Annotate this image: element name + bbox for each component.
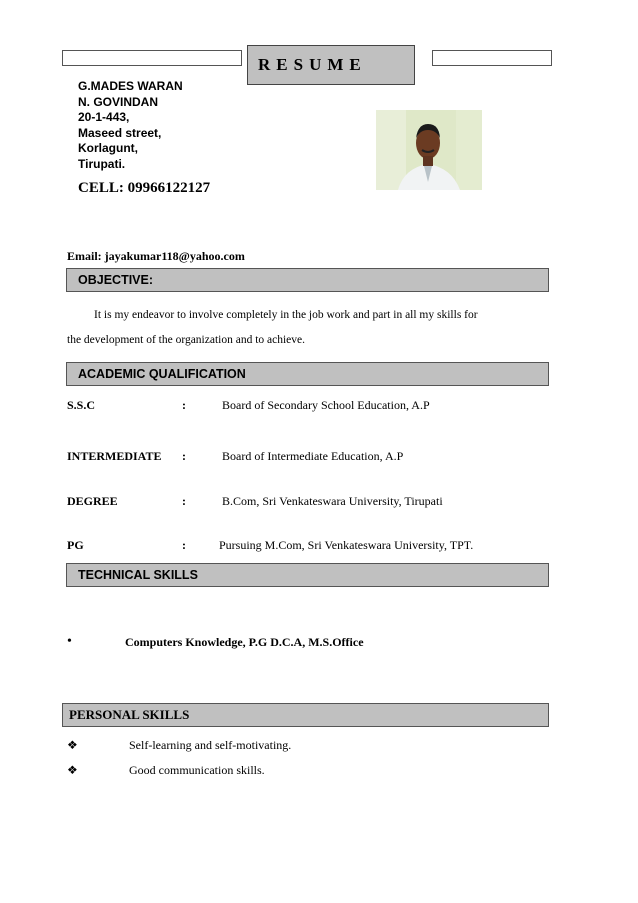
qualification-key: S.S.C (67, 398, 96, 412)
qualification-sep: : (182, 538, 186, 552)
qualification-key: INTERMEDIATE (67, 449, 162, 463)
qualification-key: PG (67, 538, 84, 552)
personal-skill-item (67, 738, 292, 753)
technical-skill-item (67, 634, 364, 650)
bullet-icon: • (67, 634, 72, 649)
skill-text: Computers Knowledge, P.G D.C.A, M.S.Office (125, 635, 364, 649)
diamond-bullet-icon: ❖ (67, 738, 78, 752)
section-heading-label: PERSONAL SKILLS (69, 707, 190, 722)
address-line: 20-1-443, (78, 110, 130, 124)
section-heading-label: TECHNICAL SKILLS (78, 568, 198, 582)
objective-line: the development of the organization and to achieve. (67, 334, 306, 346)
address-block (78, 79, 183, 172)
header-rule-right (432, 50, 552, 66)
qualification-value: Board of Intermediate Education, A.P (222, 449, 404, 463)
qualification-value: B.Com, Sri Venkateswara University, Tirupati (222, 494, 443, 508)
qualification-sep: : (182, 398, 186, 412)
skill-text: Good communication skills. (129, 763, 265, 777)
section-heading-label: ACADEMIC QUALIFICATION (78, 367, 246, 381)
cell-number: CELL: 09966122127 (78, 180, 211, 196)
qualification-key: DEGREE (67, 494, 118, 508)
qualification-sep: : (182, 449, 186, 463)
address-line: Tirupati. (78, 156, 126, 171)
qualification-value: Pursuing M.Com, Sri Venkateswara University, TPT. (219, 538, 474, 552)
address-line: Maseed street, (78, 125, 162, 140)
section-heading-academic (66, 362, 549, 386)
section-heading-objective (66, 268, 549, 292)
resume-title: RESUME (247, 45, 415, 85)
qualification-sep: : (182, 494, 186, 508)
address-line: N. GOVINDAN (78, 94, 159, 109)
address-line: Korlagunt, (78, 141, 138, 155)
objective-line: It is my endeavor to involve completely in the job work and part in all my skills for (94, 309, 478, 321)
header-rule-left (62, 50, 242, 66)
address-line: G.MADES WARAN (78, 79, 183, 93)
profile-photo (376, 110, 482, 190)
section-heading-personal (62, 703, 549, 727)
diamond-bullet-icon: ❖ (67, 763, 78, 777)
objective-text (67, 303, 547, 353)
skill-text: Self-learning and self-motivating. (129, 738, 292, 752)
section-heading-label: OBJECTIVE: (78, 273, 154, 287)
qualification-value: Board of Secondary School Education, A.P (222, 398, 430, 412)
section-heading-technical (66, 563, 549, 587)
personal-skill-item (67, 763, 265, 778)
email: Email: jayakumar118@yahoo.com (67, 249, 245, 263)
